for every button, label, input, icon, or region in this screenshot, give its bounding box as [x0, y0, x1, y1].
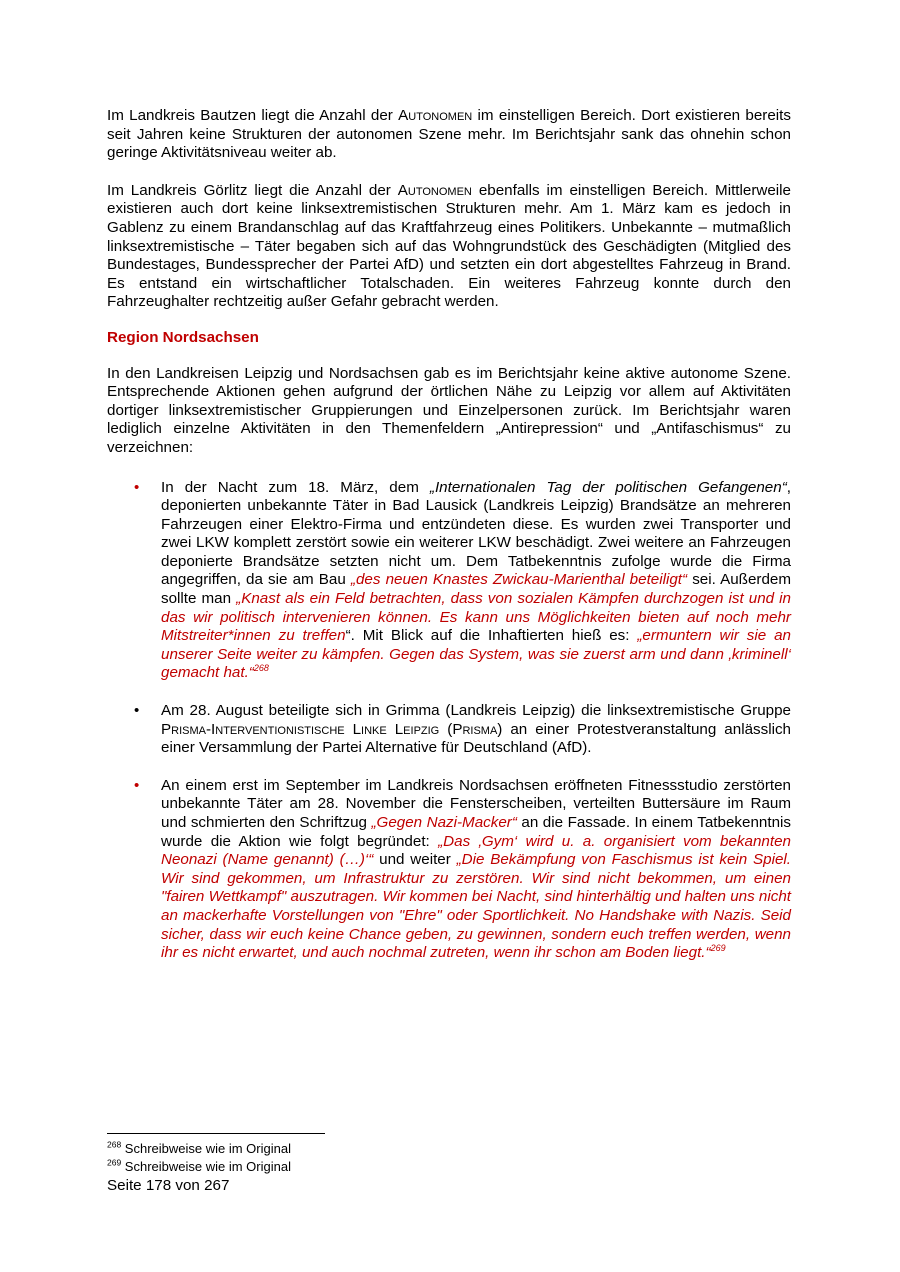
bullet-icon: •: [134, 776, 140, 794]
paragraph-goerlitz: Im Landkreis Görlitz liegt die Anzahl der Autonomen ebenfalls im einstelligen Bereich. Mittlerweile existieren auch dort keine linksextremistischen Strukturen mehr. Am 1. März kam es jedoch in Gablenz zu einem Brandanschlag auf das Kraftfahrzeug eines Politikers. Unbekannte – mutmaßlich linksextremistische – Täter begaben sich auf das Wohngrundstück des Geschädigten (Mitglied des Bundestages, Bundessprecher der Partei AfD) und setzten ein dort abgestelltes Fahrzeug in Brand. Es entstand ein wirtschaftlicher Totalschaden. Ein weiteres Fahrzeug konnte durch den Fahrzeughalter rechtzeitig außer Gefahr gebracht werden.: [107, 181, 792, 311]
footnote-ref[interactable]: 269: [710, 943, 726, 954]
red-quote: „Knast als ein Feld betrachten, dass von sozialen Kämpfen durchzogen ist und in das wir politisch intervenieren können. Es kann uns Möglichkeiten bieten auf noch mehr Mitstreiter*innen zu treffen: [161, 590, 791, 645]
page-number: Seite 178 von 267: [107, 1177, 230, 1194]
list-item: • Am 28. August beteiligte sich in Grimma (Landkreis Leipzig) die linksextremistische Gruppe Prisma-Interventionistische Linke Leipzig (Prisma) an einer Protestveranstaltung anlässlich einer Versammlung der Partei Alternative für Deutschland (AfD).: [134, 702, 791, 757]
bullet-icon: •: [134, 702, 140, 720]
red-quote: „Das ‚Gym‘ wird u. a. organisiert vom bekannten Neonazi (Name genannt) (…)‘“: [161, 832, 791, 869]
footnotes: [107, 1133, 791, 1196]
bullet-icon: •: [134, 478, 140, 496]
red-quote: „Gegen Nazi-Macker“: [371, 814, 517, 831]
footnote-divider: [107, 1133, 325, 1134]
page-body: [107, 107, 791, 963]
footnote-269: $^{269}$ Schreibweise wie im Original: [107, 1157, 291, 1174]
paragraph-nordsachsen: In den Landkreisen Leipzig und Nordsachsen gab es im Berichtsjahr keine aktive autonome Szene. Entsprechende Aktionen gehen aufgrund der örtlichen Nähe zu Leipzig vor allem auf Aktivitäten dortiger linksextremistischer Gruppierungen und Einzelpersonen zurück. Im Berichtsjahr waren lediglich einzelne Aktivitäten in den Themenfeldern „Antirepression“ und „Antifaschismus“ zu verzeichnen:: [107, 364, 791, 456]
footnote-ref[interactable]: 268: [253, 663, 269, 674]
bullet-list: [107, 479, 791, 963]
paragraph-bautzen: Im Landkreis Bautzen liegt die Anzahl der Autonomen im einstelligen Bereich. Dort existieren bereits seit Jahren keine Strukturen der autonomen Szene mehr. Im Berichtsjahr sank das ohnehin schon geringe Aktivitätsniveau weiter ab.: [107, 107, 791, 162]
section-heading: Region Nordsachsen: [107, 328, 259, 346]
italic-quote: „Internationalen Tag der politischen Gefangenen“: [429, 478, 787, 496]
small-caps-term: Autonomen: [397, 181, 472, 199]
red-quote: „Die Bekämpfung von Faschismus ist kein Spiel. Wir sind gekommen, um Infrastruktur zu zerstören. Wir sind nicht bekommen, um einen "fairen Wettkampf" auszutragen. Wir kommen bei Nacht, sind hinterhältig und halten uns nicht an mackerhafte Vorstellungen von "Ehre" oder Sportlichkeit. No Handshake with Nazis. Seid sicher, dass wir euch keine Chance geben, zu gewinnen, sondern euch treffen werden, wenn ihr es nicht erwartet, und auch nochmal zutreten, wenn ihr schon am Boden liegt.“: [161, 851, 791, 962]
small-caps-term: Autonomen: [398, 107, 473, 124]
red-quote: „des neuen Knastes Zwickau-Marienthal beteiligt“: [350, 571, 688, 589]
list-item: • In der Nacht zum 18. März, dem „Internationalen Tag der politischen Gefangenen“, deponierten unbekannte Täter in Bad Lausick (Landkreis Leipzig) Brandsätze an mehreren Fahrzeugen einer Elektro-Firma und entzündeten diese. Es wurden zwei Transporter und zwei LKW komplett zerstört sowie ein weiterer LKW beschädigt. Zwei weitere an Fahrzeugen deponierte Brandsätze setzten nicht um. Dem Tatbekenntnis zufolge wurde die Firma angegriffen, da sie am Bau „des neuen Knastes Zwickau-Marienthal beteiligt“ sei. Außerdem sollte man „Knast als ein Feld betrachten, dass von sozialen Kämpfen durchzogen ist und in das wir politisch intervenieren können. Es kann uns Möglichkeiten bieten auf noch mehr Mitstreiter*innen zu treffen“. Mit Blick auf die Inhaftierten hieß es: „ermuntern wir sie an unserer Seite weiter zu kämpfen. Gegen das System, was sie zuerst arm und dann ‚kriminell‘ gemacht hat.“$^{268}$: [134, 478, 792, 682]
small-caps-term: Prisma-Interventionistische Linke Leipzig: [161, 720, 440, 738]
footnote-268: $^{268}$ Schreibweise wie im Original: [107, 1139, 291, 1156]
list-item: • An einem erst im September im Landkreis Nordsachsen eröffneten Fitnessstudio zerstörten unbekannte Täter am 28. November die Fensterscheiben, verteilten Buttersäure im Raum und schmierten den Schriftzug „Gegen Nazi-Macker“ an die Fassade. In einem Tatbekenntnis wurde die Aktion wie folgt begründet: „Das ‚Gym‘ wird u. a. organisiert vom bekannten Neonazi (Name genannt) (…)‘“ und weiter „Die Bekämpfung von Faschismus ist kein Spiel. Wir sind gekommen, um Infrastruktur zu zerstören. Wir sind nicht bekommen, um einen "fairen Wettkampf" auszutragen. Wir kommen bei Nacht, sind hinterhältig und halten uns nicht an mackerhafte Vorstellungen von "Ehre" oder Sportlichkeit. No Handshake with Nazis. Seid sicher, dass wir euch keine Chance geben, zu gewinnen, sondern euch treffen werden, wenn ihr es nicht erwartet, und auch nochmal zutreten, wenn ihr schon am Boden liegt.“$^{269}$: [134, 776, 791, 962]
red-quote: „ermuntern wir sie an unserer Seite weiter zu kämpfen. Gegen das System, was sie zuerst arm und dann ‚kriminell‘ gemacht hat.“: [161, 627, 791, 682]
small-caps-term: Prisma: [452, 720, 498, 738]
